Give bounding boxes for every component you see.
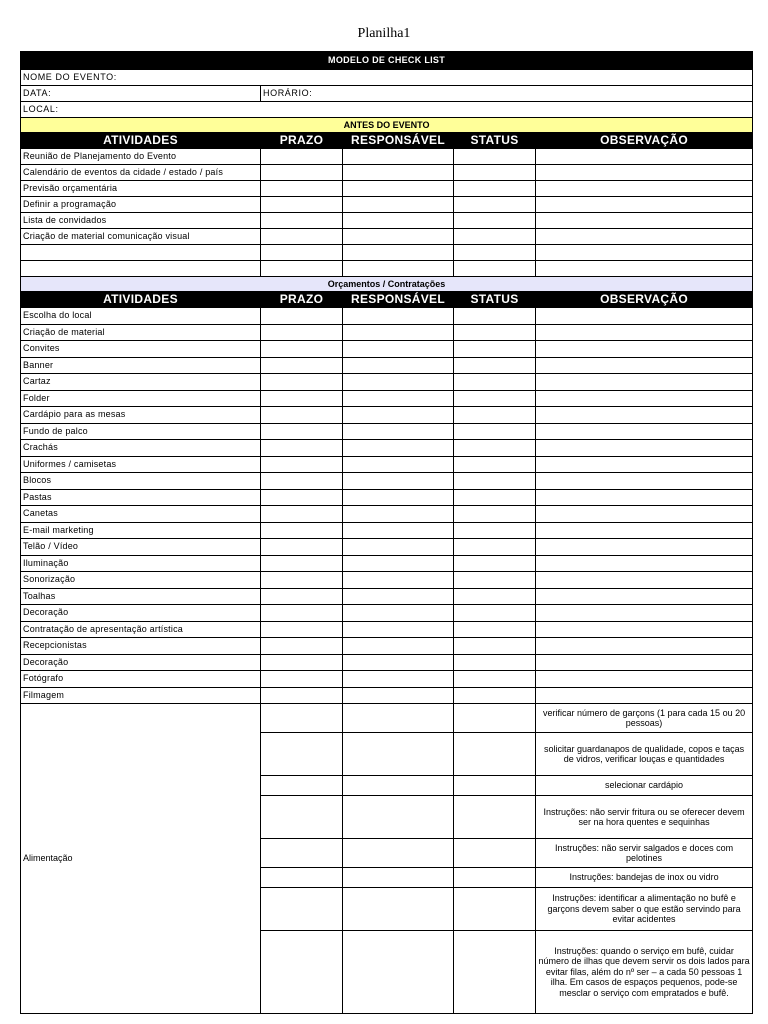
- responsible-cell[interactable]: [343, 374, 454, 391]
- deadline-cell[interactable]: [261, 149, 343, 165]
- deadline-cell[interactable]: [261, 522, 343, 539]
- responsible-cell[interactable]: [343, 638, 454, 655]
- status-cell[interactable]: [454, 638, 536, 655]
- status-cell[interactable]: [454, 197, 536, 213]
- activity-name: [21, 245, 261, 261]
- activity-name: Escolha do local: [21, 308, 261, 325]
- activity-row: [21, 423, 753, 440]
- responsible-cell[interactable]: [343, 149, 454, 165]
- deadline-cell[interactable]: [261, 357, 343, 374]
- status-cell[interactable]: [454, 555, 536, 572]
- activity-name: Blocos: [21, 473, 261, 490]
- deadline-cell[interactable]: [261, 308, 343, 325]
- column-header-row-1: [21, 133, 753, 149]
- col-header-observation: OBSERVAÇÃO: [536, 292, 753, 308]
- activity-row: [21, 341, 753, 358]
- deadline-cell[interactable]: [261, 588, 343, 605]
- observation-cell[interactable]: [536, 374, 753, 391]
- observation-cell[interactable]: [536, 456, 753, 473]
- activity-row: [21, 149, 753, 165]
- activity-row: [21, 213, 753, 229]
- status-cell[interactable]: [454, 341, 536, 358]
- activity-name: Iluminação: [21, 555, 261, 572]
- deadline-cell[interactable]: [261, 654, 343, 671]
- observation-text: Instruções: não servir fritura ou se oferecer devem ser na hora quentes e sequinhas: [536, 796, 753, 839]
- activity-row: [21, 539, 753, 556]
- responsible-cell[interactable]: [343, 181, 454, 197]
- status-cell[interactable]: [454, 572, 536, 589]
- status-cell[interactable]: [454, 407, 536, 424]
- responsible-cell[interactable]: [343, 229, 454, 245]
- deadline-cell[interactable]: [261, 638, 343, 655]
- col-header-deadline: PRAZO: [261, 292, 343, 308]
- observation-cell[interactable]: [536, 390, 753, 407]
- deadline-cell[interactable]: [261, 165, 343, 181]
- responsible-cell[interactable]: [343, 839, 454, 868]
- column-header-row-2: [21, 292, 753, 308]
- observation-cell[interactable]: [536, 671, 753, 688]
- status-cell[interactable]: [454, 588, 536, 605]
- deadline-cell[interactable]: [261, 197, 343, 213]
- status-cell[interactable]: [454, 181, 536, 197]
- deadline-cell[interactable]: [261, 324, 343, 341]
- activity-name: Criação de material: [21, 324, 261, 341]
- col-header-activities: ATIVIDADES: [21, 133, 261, 149]
- status-cell[interactable]: [454, 931, 536, 1014]
- deadline-cell[interactable]: [261, 572, 343, 589]
- activity-name: Cardápio para as mesas: [21, 407, 261, 424]
- activity-row: [21, 440, 753, 457]
- deadline-cell[interactable]: [261, 687, 343, 704]
- deadline-cell[interactable]: [261, 229, 343, 245]
- observation-cell[interactable]: [536, 213, 753, 229]
- date-field[interactable]: DATA:: [21, 86, 261, 102]
- observation-text: Instruções: quando o serviço em bufê, cuidar número de ilhas que devem servir os dois lados para evitar filas, além do nº ser – a cada 50 pessoas 1 ilha. Em casos de espaços pequenos, pode-se mesclar o serviço com empratados e bufê.: [536, 931, 753, 1014]
- deadline-cell[interactable]: [261, 423, 343, 440]
- activity-name: Cartaz: [21, 374, 261, 391]
- responsible-cell[interactable]: [343, 197, 454, 213]
- deadline-cell[interactable]: [261, 931, 343, 1014]
- status-cell[interactable]: [454, 229, 536, 245]
- activity-name: Banner: [21, 357, 261, 374]
- status-cell[interactable]: [454, 539, 536, 556]
- food-row: [21, 704, 753, 733]
- deadline-cell[interactable]: [261, 888, 343, 931]
- status-cell[interactable]: [454, 390, 536, 407]
- col-header-responsible: RESPONSÁVEL: [343, 133, 454, 149]
- status-cell[interactable]: [454, 423, 536, 440]
- responsible-cell[interactable]: [343, 687, 454, 704]
- activity-name: Fundo de palco: [21, 423, 261, 440]
- observation-text: Instruções: identificar a alimentação no bufê e garçons devem saber o que estão servindo para evitar acidentes: [536, 888, 753, 931]
- activity-row: [21, 197, 753, 213]
- activity-row: [21, 671, 753, 688]
- activity-row: [21, 654, 753, 671]
- activity-name: E-mail marketing: [21, 522, 261, 539]
- observation-text: verificar número de garçons (1 para cada 15 ou 20 pessoas): [536, 704, 753, 733]
- activity-row: [21, 357, 753, 374]
- activity-name: Lista de convidados: [21, 213, 261, 229]
- status-cell[interactable]: [454, 165, 536, 181]
- status-cell[interactable]: [454, 308, 536, 325]
- event-name-field[interactable]: NOME DO EVENTO:: [21, 70, 753, 86]
- activity-row: [21, 638, 753, 655]
- responsible-cell[interactable]: [343, 489, 454, 506]
- responsible-cell[interactable]: [343, 522, 454, 539]
- responsible-cell[interactable]: [343, 165, 454, 181]
- activity-name: Decoração: [21, 605, 261, 622]
- observation-cell[interactable]: [536, 522, 753, 539]
- section-budgets-title: Orçamentos / Contratações: [21, 277, 753, 292]
- responsible-cell[interactable]: [343, 506, 454, 523]
- observation-cell[interactable]: [536, 638, 753, 655]
- col-header-observation: OBSERVAÇÃO: [536, 133, 753, 149]
- deadline-cell[interactable]: [261, 539, 343, 556]
- deadline-cell[interactable]: [261, 407, 343, 424]
- observation-cell[interactable]: [536, 489, 753, 506]
- section-before-event-title: ANTES DO EVENTO: [21, 118, 753, 133]
- deadline-cell[interactable]: [261, 671, 343, 688]
- deadline-cell[interactable]: [261, 440, 343, 457]
- col-header-responsible: RESPONSÁVEL: [343, 292, 454, 308]
- activity-name: Toalhas: [21, 588, 261, 605]
- observation-text: solicitar guardanapos de qualidade, copos e taças de vidros, verificar louças e quantidades: [536, 733, 753, 776]
- activity-name: Convites: [21, 341, 261, 358]
- responsible-cell[interactable]: [343, 440, 454, 457]
- responsible-cell[interactable]: [343, 605, 454, 622]
- deadline-cell[interactable]: [261, 704, 343, 733]
- main-title: MODELO DE CHECK LIST: [21, 52, 753, 70]
- status-cell[interactable]: [454, 868, 536, 888]
- activity-name: Crachás: [21, 440, 261, 457]
- status-cell[interactable]: [454, 149, 536, 165]
- deadline-cell[interactable]: [261, 506, 343, 523]
- food-activity-name: Alimentação: [21, 704, 261, 1014]
- deadline-cell[interactable]: [261, 621, 343, 638]
- activity-row: [21, 407, 753, 424]
- responsible-cell[interactable]: [343, 733, 454, 776]
- observation-cell[interactable]: [536, 440, 753, 457]
- activity-row: [21, 308, 753, 325]
- activity-name: Definir a programação: [21, 197, 261, 213]
- activity-name: Uniformes / camisetas: [21, 456, 261, 473]
- responsible-cell[interactable]: [343, 357, 454, 374]
- activity-name: Previsão orçamentária: [21, 181, 261, 197]
- responsible-cell[interactable]: [343, 555, 454, 572]
- responsible-cell[interactable]: [343, 776, 454, 796]
- observation-cell[interactable]: [536, 687, 753, 704]
- deadline-cell[interactable]: [261, 390, 343, 407]
- activity-name: Decoração: [21, 654, 261, 671]
- activity-row: [21, 555, 753, 572]
- activity-row: [21, 489, 753, 506]
- status-cell[interactable]: [454, 671, 536, 688]
- deadline-cell[interactable]: [261, 868, 343, 888]
- activity-row: [21, 390, 753, 407]
- responsible-cell[interactable]: [343, 868, 454, 888]
- status-cell[interactable]: [454, 733, 536, 776]
- status-cell[interactable]: [454, 796, 536, 839]
- deadline-cell[interactable]: [261, 456, 343, 473]
- deadline-cell[interactable]: [261, 733, 343, 776]
- activity-name: Contratação de apresentação artística: [21, 621, 261, 638]
- responsible-cell[interactable]: [343, 796, 454, 839]
- checklist-table: [20, 51, 753, 1014]
- activity-name: Fotógrafo: [21, 671, 261, 688]
- activity-name: Reunião de Planejamento do Evento: [21, 149, 261, 165]
- status-cell[interactable]: [454, 839, 536, 868]
- observation-cell[interactable]: [536, 357, 753, 374]
- status-cell[interactable]: [454, 506, 536, 523]
- observation-cell[interactable]: [536, 229, 753, 245]
- responsible-cell[interactable]: [343, 572, 454, 589]
- activity-row: [21, 261, 753, 277]
- status-cell[interactable]: [454, 440, 536, 457]
- responsible-cell[interactable]: [343, 588, 454, 605]
- activity-row: [21, 245, 753, 261]
- responsible-cell[interactable]: [343, 390, 454, 407]
- responsible-cell[interactable]: [343, 341, 454, 358]
- col-header-deadline: PRAZO: [261, 133, 343, 149]
- deadline-cell[interactable]: [261, 796, 343, 839]
- activity-name: Folder: [21, 390, 261, 407]
- observation-cell[interactable]: [536, 654, 753, 671]
- observation-text: Instruções: bandejas de inox ou vidro: [536, 868, 753, 888]
- observation-text: selecionar cardápio: [536, 776, 753, 796]
- observation-cell[interactable]: [536, 341, 753, 358]
- activity-row: [21, 473, 753, 490]
- responsible-cell[interactable]: [343, 407, 454, 424]
- responsible-cell[interactable]: [343, 308, 454, 325]
- responsible-cell[interactable]: [343, 456, 454, 473]
- time-field[interactable]: HORÁRIO:: [261, 86, 753, 102]
- deadline-cell[interactable]: [261, 261, 343, 277]
- status-cell[interactable]: [454, 621, 536, 638]
- activity-row: [21, 522, 753, 539]
- deadline-cell[interactable]: [261, 839, 343, 868]
- observation-cell[interactable]: [536, 407, 753, 424]
- col-header-status: STATUS: [454, 292, 536, 308]
- status-cell[interactable]: [454, 456, 536, 473]
- activity-row: [21, 456, 753, 473]
- activity-name: [21, 261, 261, 277]
- status-cell[interactable]: [454, 489, 536, 506]
- place-field[interactable]: LOCAL:: [21, 102, 753, 118]
- activity-row: [21, 588, 753, 605]
- responsible-cell[interactable]: [343, 473, 454, 490]
- activity-name: Filmagem: [21, 687, 261, 704]
- responsible-cell[interactable]: [343, 654, 454, 671]
- status-cell[interactable]: [454, 776, 536, 796]
- observation-cell[interactable]: [536, 588, 753, 605]
- status-cell[interactable]: [454, 522, 536, 539]
- activity-row: [21, 181, 753, 197]
- activity-row: [21, 572, 753, 589]
- observation-cell[interactable]: [536, 324, 753, 341]
- status-cell[interactable]: [454, 374, 536, 391]
- deadline-cell[interactable]: [261, 555, 343, 572]
- activity-name: Calendário de eventos da cidade / estado / país: [21, 165, 261, 181]
- activity-name: Sonorização: [21, 572, 261, 589]
- observation-cell[interactable]: [536, 555, 753, 572]
- activity-row: [21, 165, 753, 181]
- status-cell[interactable]: [454, 654, 536, 671]
- activity-name: Telão / Vídeo: [21, 539, 261, 556]
- observation-cell[interactable]: [536, 539, 753, 556]
- observation-cell[interactable]: [536, 149, 753, 165]
- deadline-cell[interactable]: [261, 245, 343, 261]
- deadline-cell[interactable]: [261, 473, 343, 490]
- observation-text: Instruções: não servir salgados e doces com pelotines: [536, 839, 753, 868]
- observation-cell[interactable]: [536, 181, 753, 197]
- deadline-cell[interactable]: [261, 605, 343, 622]
- responsible-cell[interactable]: [343, 245, 454, 261]
- col-header-status: STATUS: [454, 133, 536, 149]
- status-cell[interactable]: [454, 888, 536, 931]
- responsible-cell[interactable]: [343, 888, 454, 931]
- activity-row: [21, 324, 753, 341]
- deadline-cell[interactable]: [261, 213, 343, 229]
- responsible-cell[interactable]: [343, 261, 454, 277]
- observation-cell[interactable]: [536, 621, 753, 638]
- observation-cell[interactable]: [536, 261, 753, 277]
- deadline-cell[interactable]: [261, 489, 343, 506]
- sheet-title: Planilha1: [357, 26, 411, 41]
- status-cell[interactable]: [454, 261, 536, 277]
- activity-row: [21, 506, 753, 523]
- observation-cell[interactable]: [536, 165, 753, 181]
- col-header-activities: ATIVIDADES: [21, 292, 261, 308]
- status-cell[interactable]: [454, 357, 536, 374]
- status-cell[interactable]: [454, 687, 536, 704]
- deadline-cell[interactable]: [261, 181, 343, 197]
- observation-cell[interactable]: [536, 572, 753, 589]
- responsible-cell[interactable]: [343, 931, 454, 1014]
- activity-name: Pastas: [21, 489, 261, 506]
- status-cell[interactable]: [454, 324, 536, 341]
- responsible-cell[interactable]: [343, 704, 454, 733]
- observation-cell[interactable]: [536, 605, 753, 622]
- deadline-cell[interactable]: [261, 341, 343, 358]
- status-cell[interactable]: [454, 473, 536, 490]
- activity-row: [21, 374, 753, 391]
- status-cell[interactable]: [454, 213, 536, 229]
- status-cell[interactable]: [454, 605, 536, 622]
- responsible-cell[interactable]: [343, 213, 454, 229]
- status-cell[interactable]: [454, 704, 536, 733]
- observation-cell[interactable]: [536, 245, 753, 261]
- activity-row: [21, 687, 753, 704]
- deadline-cell[interactable]: [261, 776, 343, 796]
- responsible-cell[interactable]: [343, 539, 454, 556]
- responsible-cell[interactable]: [343, 671, 454, 688]
- observation-cell[interactable]: [536, 197, 753, 213]
- responsible-cell[interactable]: [343, 324, 454, 341]
- observation-cell[interactable]: [536, 308, 753, 325]
- activity-row: [21, 621, 753, 638]
- activity-row: [21, 605, 753, 622]
- responsible-cell[interactable]: [343, 621, 454, 638]
- observation-cell[interactable]: [536, 473, 753, 490]
- deadline-cell[interactable]: [261, 374, 343, 391]
- activity-row: [21, 229, 753, 245]
- observation-cell[interactable]: [536, 423, 753, 440]
- status-cell[interactable]: [454, 245, 536, 261]
- activity-name: Criação de material comunicação visual: [21, 229, 261, 245]
- activity-name: Recepcionistas: [21, 638, 261, 655]
- observation-cell[interactable]: [536, 506, 753, 523]
- activity-name: Canetas: [21, 506, 261, 523]
- responsible-cell[interactable]: [343, 423, 454, 440]
